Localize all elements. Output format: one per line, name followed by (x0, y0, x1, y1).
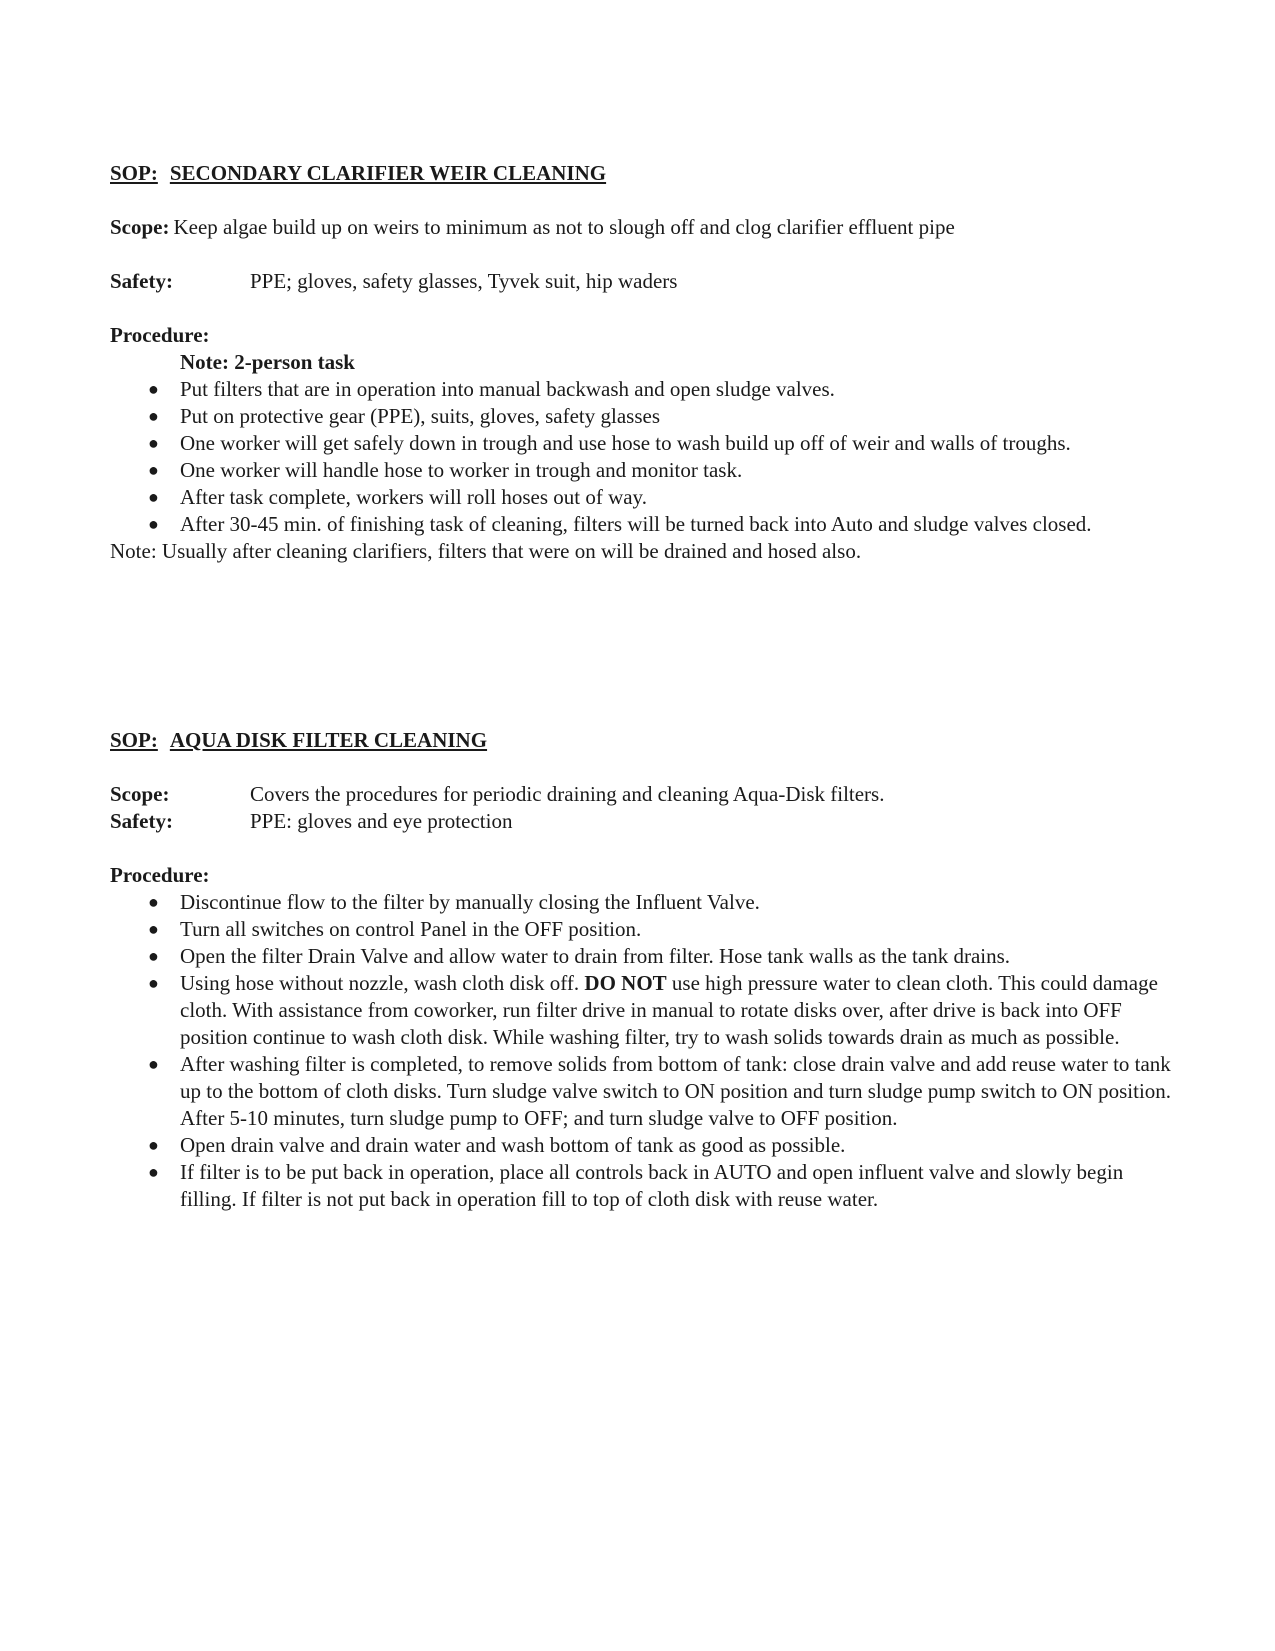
procedure-note: Note: 2-person task (180, 350, 355, 374)
sop-title (110, 160, 1180, 187)
bullet-icon: ● (148, 946, 159, 966)
scope-field (110, 214, 1180, 241)
bullet-icon: ● (148, 973, 159, 993)
list-item: ● Put on protective gear (PPE), suits, gloves, safety glasses (148, 404, 661, 428)
end-note: Note: Usually after cleaning clarifiers, filters that were on will be drained and hosed also. (110, 539, 862, 563)
scope-text: Keep algae build up on weirs to minimum as not to slough off and clog clarifier effluent pipe (173, 215, 955, 239)
sop-title-text: SECONDARY CLARIFIER WEIR CLEANING (169, 161, 607, 185)
bullet-icon: ● (148, 1054, 159, 1074)
do-not-emphasis: DO NOT (584, 971, 667, 995)
procedure-label: Procedure: (110, 863, 210, 887)
bullet-icon: ● (148, 514, 159, 534)
sop-section-clarifier (110, 160, 1180, 565)
procedure-list (110, 889, 1180, 1213)
sop-prefix: SOP: (110, 161, 158, 185)
safety-text: PPE: gloves and eye protection (250, 809, 513, 833)
scope-label: Scope: (110, 215, 170, 239)
safety-label: Safety: (110, 809, 173, 833)
scope-label: Scope: (110, 782, 170, 806)
list-item: ● After washing filter is completed, to remove solids from bottom of tank: close drain valve and add reuse water to tank up to the bottom of cloth disks. Turn sludge valve switch to ON position and turn sludge pump switch to ON position. After 5-10 minutes, turn sludge pump to OFF; and turn sludge valve to OFF position. (148, 1052, 1172, 1130)
sop-title-text: AQUA DISK FILTER CLEANING (169, 728, 488, 752)
list-item: ● After 30-45 min. of finishing task of cleaning, filters will be turned back into Auto and sludge valves closed. (148, 512, 1092, 536)
safety-label: Safety: (110, 269, 173, 293)
list-item: ● One worker will handle hose to worker in trough and monitor task. (148, 458, 743, 482)
bullet-icon: ● (148, 460, 159, 480)
list-item: ● Open the filter Drain Valve and allow water to drain from filter. Hose tank walls as the tank drains. (148, 944, 1011, 968)
sop-section-aqua-disk (110, 727, 1180, 1213)
safety-field (110, 808, 1180, 835)
scope-field (110, 781, 1180, 808)
sop-title (110, 727, 1180, 754)
safety-field (110, 268, 1180, 295)
sop-prefix: SOP: (110, 728, 158, 752)
list-item: ● One worker will get safely down in trough and use hose to wash build up off of weir and walls of troughs. (148, 431, 1071, 455)
list-item: ● Put filters that are in operation into manual backwash and open sludge valves. (148, 377, 835, 401)
bullet-icon: ● (148, 433, 159, 453)
bullet-icon: ● (148, 892, 159, 912)
list-item: ● If filter is to be put back in operation, place all controls back in AUTO and open influent valve and slowly begin filling. If filter is not put back in operation fill to top of cloth disk with reuse water. (148, 1160, 1124, 1211)
scope-text: Covers the procedures for periodic draining and cleaning Aqua-Disk filters. (250, 782, 885, 806)
list-item: ● Open drain valve and drain water and wash bottom of tank as good as possible. (148, 1133, 846, 1157)
list-item: ● After task complete, workers will roll hoses out of way. (148, 485, 647, 509)
bullet-icon: ● (148, 406, 159, 426)
bullet-icon: ● (148, 1135, 159, 1155)
bullet-icon: ● (148, 919, 159, 939)
list-item: ● Turn all switches on control Panel in the OFF position. (148, 917, 642, 941)
procedure-label: Procedure: (110, 323, 210, 347)
bullet-icon: ● (148, 379, 159, 399)
procedure-list (110, 376, 1180, 538)
list-item: ● Using hose without nozzle, wash cloth disk off. DO NOT use high pressure water to clean cloth. This could damage cloth. With assistance from coworker, run filter drive in manual to rotate disks over, after drive is back into OFF position continue to wash cloth disk. While washing filter, try to wash solids towards drain as much as possible. (148, 971, 1158, 1049)
safety-text: PPE; gloves, safety glasses, Tyvek suit, hip waders (250, 269, 678, 293)
list-item: ● Discontinue flow to the filter by manually closing the Influent Valve. (148, 890, 760, 914)
bullet-icon: ● (148, 487, 159, 507)
bullet-icon: ● (148, 1162, 159, 1182)
